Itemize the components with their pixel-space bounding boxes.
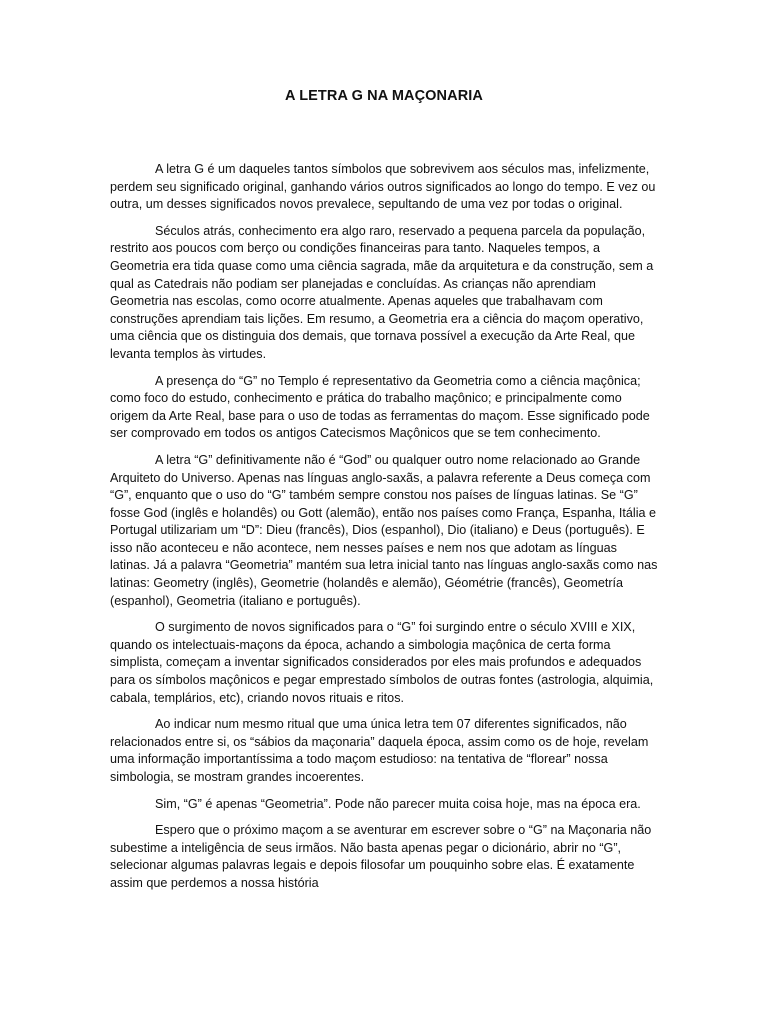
- paragraph-1: A letra G é um daqueles tantos símbolos que sobrevivem aos séculos mas, infelizmente, perdem seu significado original, ganhando vários outros significados ao longo do tempo. E vez ou outra, um desses significados novos prevalece, sepultando de uma vez por todas o original.: [110, 162, 656, 212]
- paragraph-5: O surgimento de novos significados para o “G” foi surgindo entre o século XVIII e XIX, quando os intelectuais-maçons da época, achando a simbologia maçônica de certa forma simplista, começam a inventar significados considerados por eles mais profundos e adequados para os símbolos maçônicos e pegar emprestado símbolos de outras fontes (astrologia, alquimia, cabala, templários, etc), criando novos rituais e ritos.: [110, 620, 654, 705]
- paragraph-2: Séculos atrás, conhecimento era algo raro, reservado a pequena parcela da população, restrito aos poucos com berço ou condições financeiras para tanto. Naqueles tempos, a Geometria era tida quase como uma ciência sagrada, mãe da arquitetura e da construção, sem a qual as Catedrais não podiam ser planejadas e concluídas. As crianças não aprendiam Geometria nas escolas, como ocorre atualmente. Apenas aqueles que trabalhavam com construções aprendiam tais lições. Em resumo, a Geometria era a ciência do maçom operativo, uma ciência que os distinguia dos demais, que tornava possível a execução da Arte Real, que levanta templos às virtudes.: [110, 223, 654, 361]
- paragraph-8: Espero que o próximo maçom a se aventurar em escrever sobre o “G” na Maçonaria não subestime a inteligência de seus irmãos. Não basta apenas pegar o dicionário, abrir no “G”, selecionar algumas palavras legais e depois filosofar um pouquinho sobre elas. É exatamente assim que perdemos a nossa história: [110, 823, 652, 890]
- paragraph-4: A letra “G” definitivamente não é “God” ou qualquer outro nome relacionado ao Grande Arquiteto do Universo. Apenas nas línguas anglo-saxãs, a palavra referente a Deus começa com “G”, enquanto que o uso do “G” também sempre constou nos países de línguas latinas. Se “G” fosse God (inglês e holandês) ou Gott (alemão), então nos países como França, Espanha, Itália e Portugal utilizariam um “D”: Dieu (francês), Dios (espanhol), Dio (italiano) e Deus (português). E isso não aconteceu e não acontece, nem nesses países e nem nos que adotam as línguas latinas. Já a palavra “Geometria” mantém sua letra inicial tanto nas línguas anglo-saxãs como nas latinas: Geometry (inglês), Geometrie (holandês e alemão), Géométrie (francês), Geometría (espanhol), Geometria (italiano e português).: [110, 452, 658, 608]
- paragraph-6: Ao indicar num mesmo ritual que uma única letra tem 07 diferentes significados, não relacionados entre si, os “sábios da maçonaria” daquela época, assim como os de hoje, revelam uma informação importantíssima a todo maçom estudioso: na tentativa de “florear” nossa simbologia, se mostram grandes incoerentes.: [110, 717, 649, 784]
- page-title: A LETRA G NA MAÇONARIA: [285, 88, 483, 104]
- document-body: [110, 161, 658, 902]
- paragraph-7: Sim, “G” é apenas “Geometria”. Pode não parecer muita coisa hoje, mas na época era.: [155, 796, 641, 811]
- paragraph-3: A presença do “G” no Templo é representativo da Geometria como a ciência maçônica; como foco do estudo, conhecimento e prática do trabalho maçônico; e principalmente como origem da Arte Real, base para o uso de todas as ferramentas do maçom. Esse significado pode ser comprovado em todos os antigos Catecismos Maçônicos que se tem conhecimento.: [110, 373, 650, 441]
